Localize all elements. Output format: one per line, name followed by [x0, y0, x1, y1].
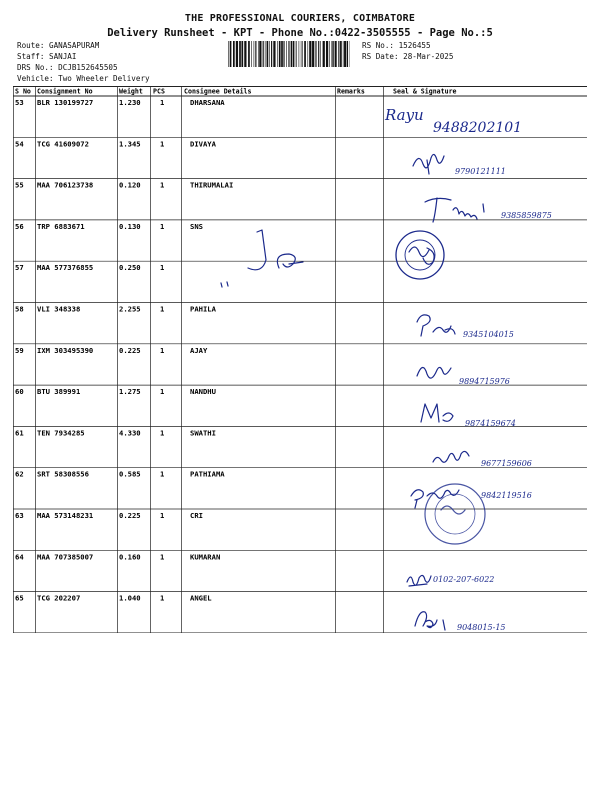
header-consignee-details: Consignee Details	[184, 87, 252, 96]
row-consignment-no: BLR 130199727	[37, 98, 94, 107]
signature-53-phone: 9488202101	[433, 120, 523, 136]
signature-59-phone: 9894715976	[459, 377, 510, 386]
row-consignment-no: MAA 573148231	[37, 511, 94, 520]
barcode-bar	[236, 41, 238, 67]
barcode-bar	[259, 41, 261, 67]
table-row	[15, 428, 216, 437]
row-pcs: 1	[160, 511, 165, 520]
table-row	[15, 222, 203, 231]
row-consignment-no: IXM 303495390	[37, 345, 94, 355]
barcode-bar	[291, 41, 293, 67]
barcode-bar	[335, 41, 337, 67]
row-consignment-no: VLI 348338	[37, 304, 81, 314]
signature-55-scribble	[425, 198, 484, 222]
row-consignment-no: SRT 58308556	[37, 469, 89, 479]
barcode-bar	[251, 41, 252, 67]
header-pcs: PCS	[153, 87, 165, 96]
row-pcs: 1	[160, 469, 165, 479]
signature-65-phone: 9048015-15	[457, 623, 506, 632]
row-weight: 0.130	[119, 221, 141, 231]
row-consignment-no: TRP 6883671	[37, 221, 85, 231]
row-sno: 53	[15, 98, 24, 107]
row-sno: 55	[15, 180, 24, 190]
barcode-bar	[279, 41, 281, 67]
header-sno: S No	[15, 87, 31, 96]
row-sno: 65	[15, 593, 24, 603]
signature-59-scribble	[417, 367, 451, 378]
barcode-bar	[248, 41, 250, 67]
barcode-bar	[295, 41, 296, 67]
signature-61-scribble	[433, 451, 469, 462]
row-consignee-name: AJAY	[190, 345, 208, 355]
signature-60-phone: 9874159674	[465, 419, 516, 428]
header-remarks: Remarks	[337, 87, 365, 96]
barcode-bar	[283, 41, 284, 67]
barcode-bar	[265, 41, 266, 67]
barcode-bar	[320, 41, 321, 67]
barcode-bar	[258, 41, 259, 67]
barcode-bar	[288, 41, 289, 67]
barcode-bar	[293, 41, 294, 67]
consignee-57-scribble	[221, 230, 303, 287]
row-pcs: 1	[160, 304, 165, 314]
drs-number: DRS No.: DCJB152645505	[17, 63, 118, 72]
barcode-bar	[333, 41, 334, 67]
table-row	[15, 305, 217, 314]
row-consignee-name: NANDHU	[190, 387, 216, 397]
barcode-bar	[254, 41, 255, 67]
barcode-bar	[273, 41, 275, 67]
signature-64-scribble	[407, 575, 431, 586]
signature-62-scribble	[411, 490, 459, 508]
company-seal-stamp	[425, 484, 485, 544]
row-consignment-no: TCG 41609072	[37, 139, 89, 149]
row-consignee-name: DIVAYA	[190, 139, 216, 149]
row-consignee-name: SNS	[190, 221, 203, 231]
table-row	[15, 511, 203, 520]
row-consignment-no: MAA 577376855	[37, 263, 94, 273]
row-consignment-no: MAA 706123738	[37, 180, 94, 190]
signature-58-phone: 9345104015	[463, 330, 514, 339]
row-consignee-name: KUMARAN	[190, 552, 221, 562]
barcode-bar	[343, 41, 344, 67]
row-weight: 0.225	[119, 345, 141, 355]
row-consignment-no: MAA 707385007	[37, 552, 94, 562]
college-seal-stamp	[396, 231, 444, 279]
row-weight: 0.225	[119, 511, 141, 520]
row-sno: 63	[15, 511, 24, 520]
header-weight: Weight	[119, 87, 143, 96]
table-row	[15, 346, 208, 355]
barcode-bar	[301, 41, 302, 67]
barcode-bar	[302, 41, 303, 67]
barcode-bar	[239, 41, 241, 67]
signature-61-phone: 9677159606	[481, 459, 532, 468]
signature-55-phone: 9385859875	[501, 211, 552, 220]
row-pcs: 1	[160, 139, 165, 149]
rs-number: RS No.: 1526455	[362, 41, 431, 50]
row-consignee-name: PAHILA	[190, 304, 216, 314]
barcode-bar	[318, 41, 319, 67]
table-row	[15, 594, 212, 603]
row-weight: 4.330	[119, 428, 141, 438]
barcode-bar	[233, 41, 235, 67]
runsheet-table	[13, 86, 587, 633]
signature-54-phone: 9790121111	[455, 167, 506, 176]
row-weight: 0.160	[119, 552, 141, 562]
row-weight: 1.275	[119, 387, 141, 397]
header-seal-signature: Seal & Signature	[393, 87, 457, 96]
row-pcs: 1	[160, 180, 165, 190]
row-pcs: 1	[160, 98, 165, 107]
row-sno: 59	[15, 345, 24, 355]
row-consignment-no: TEN 7934285	[37, 428, 85, 438]
table-row	[15, 139, 217, 148]
header-consignment-no: Consignment No	[37, 87, 93, 96]
barcode-bar	[267, 41, 269, 67]
signature-60-scribble	[421, 404, 453, 422]
row-pcs: 1	[160, 428, 165, 438]
barcode-bar	[286, 41, 287, 67]
barcode-bar	[255, 41, 256, 67]
barcode-bar	[329, 41, 330, 67]
barcode-bar	[312, 41, 314, 67]
row-weight: 0.120	[119, 180, 141, 190]
row-weight: 0.585	[119, 469, 141, 479]
barcode-bar	[230, 41, 232, 67]
row-sno: 57	[15, 263, 24, 273]
barcode-bar	[269, 41, 270, 67]
row-pcs: 1	[160, 552, 165, 562]
row-sno: 56	[15, 221, 24, 231]
barcode-bar	[344, 41, 346, 67]
row-sno: 64	[15, 552, 24, 562]
row-pcs: 1	[160, 221, 165, 231]
row-pcs: 1	[160, 263, 165, 273]
page-subtitle: Delivery Runsheet - KPT - Phone No.:0422-3505555 - Page No.:5	[107, 27, 493, 39]
table-row	[15, 98, 225, 107]
row-pcs: 1	[160, 387, 165, 397]
row-consignee-name: THIRUMALAI	[190, 180, 234, 190]
row-consignee-name: DHARSANA	[190, 98, 225, 107]
barcode-bar	[347, 41, 348, 67]
barcode-bar	[340, 41, 342, 67]
row-weight: 1.230	[119, 98, 141, 107]
row-pcs: 1	[160, 593, 165, 603]
barcode-bar	[281, 41, 283, 67]
row-sno: 58	[15, 304, 24, 314]
signature-65-scribble	[415, 612, 445, 630]
signature-53-name: Rayu	[385, 106, 424, 124]
table-row	[15, 181, 233, 190]
row-sno: 61	[15, 428, 24, 438]
barcode-bar	[277, 41, 278, 67]
barcode-bar	[271, 41, 272, 67]
row-consignment-no: BTU 389991	[37, 387, 81, 397]
signature-64-phone: 0102-207-6022	[433, 575, 495, 584]
barcode-bar	[323, 41, 325, 67]
barcode-bar	[241, 41, 243, 67]
page-title: THE PROFESSIONAL COURIERS, COIMBATORE	[184, 13, 416, 24]
row-pcs: 1	[160, 345, 165, 355]
staff-label: Staff: SANJAI	[17, 52, 77, 61]
barcode-bar	[299, 41, 300, 67]
table-row	[15, 470, 225, 479]
barcode-bar	[338, 41, 339, 67]
row-weight: 1.040	[119, 593, 141, 603]
signature-54-scribble	[413, 154, 444, 174]
row-weight: 0.250	[119, 263, 141, 273]
row-weight: 2.255	[119, 304, 141, 314]
row-consignment-no: TCG 202207	[37, 593, 81, 603]
row-weight: 1.345	[119, 139, 141, 149]
row-consignee-name: PATHIAMA	[190, 469, 225, 479]
route-label: Route: GANASAPURAM	[17, 41, 100, 50]
signature-62-phone: 9842119516	[481, 491, 532, 500]
row-consignee-name: ANGEL	[190, 593, 212, 603]
table-row	[15, 387, 216, 396]
barcode-bar	[309, 41, 311, 67]
barcode-bar	[244, 41, 246, 67]
vehicle-label: Vehicle: Two Wheeler Delivery	[17, 74, 150, 83]
barcode-image	[228, 41, 350, 67]
signature-58-scribble	[417, 315, 455, 336]
barcode-bar	[296, 41, 297, 67]
barcode-bar	[332, 41, 333, 67]
barcode-bar	[315, 41, 316, 67]
row-sno: 62	[15, 469, 24, 479]
row-sno: 54	[15, 139, 24, 149]
barcode-bar	[308, 41, 309, 67]
barcode-bar	[228, 41, 229, 67]
barcode-bar	[304, 41, 306, 67]
row-sno: 60	[15, 387, 24, 397]
row-consignee-name: CRI	[190, 511, 203, 520]
table-row	[15, 263, 164, 272]
barcode-bar	[263, 41, 264, 67]
rs-date: RS Date: 28-Mar-2025	[362, 52, 454, 61]
row-consignee-name: SWATHI	[190, 428, 216, 438]
barcode-bar	[326, 41, 328, 67]
